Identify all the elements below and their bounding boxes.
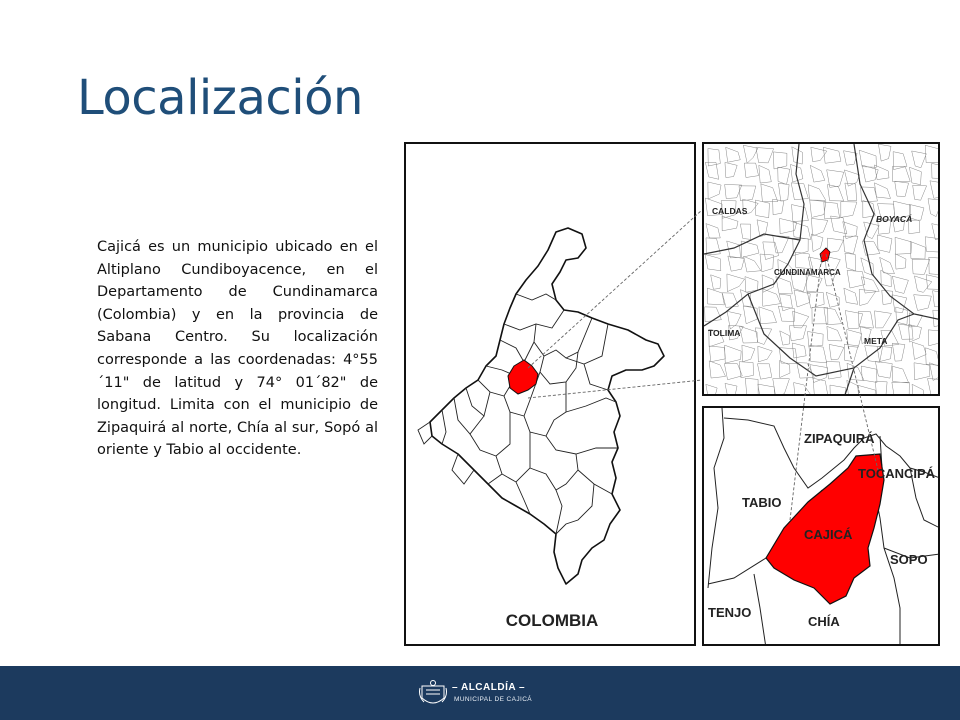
municipality-boundary: [893, 166, 911, 182]
municipality-boundary: [859, 150, 876, 167]
municipality-boundary: [925, 145, 940, 162]
municipality-boundary: [912, 342, 926, 359]
municipality-boundary: [707, 288, 724, 305]
meta-label: META: [864, 336, 888, 346]
municipality-boundary: [880, 257, 895, 273]
municipality-boundary: [727, 311, 741, 329]
municipality-boundary: [791, 205, 808, 222]
municipality-boundary: [780, 331, 790, 345]
cundinamarca-map-panel: [702, 142, 940, 396]
municipality-boundary: [739, 362, 753, 378]
municipality-boundary: [892, 343, 905, 361]
municipality-boundary: [845, 183, 857, 201]
municipality-boundary: [912, 259, 930, 274]
municipality-boundary: [875, 311, 892, 328]
municipality-boundary: [763, 289, 781, 306]
municipality-boundary: [912, 151, 927, 168]
municipality-boundary: [827, 326, 842, 341]
municipality-boundary: [793, 311, 809, 328]
municipality-boundary: [895, 237, 911, 254]
municipality-boundary: [762, 275, 773, 292]
municipality-boundary: [898, 324, 913, 339]
municipality-boundary: [759, 165, 772, 183]
municipality-boundary: [778, 167, 790, 184]
municipality-boundary: [829, 344, 844, 359]
municipality-boundary: [706, 224, 720, 238]
municipality-boundary: [705, 162, 718, 179]
municipality-boundary: [925, 348, 939, 366]
tolima-label: TOLIMA: [708, 328, 741, 338]
municipality-boundary: [758, 384, 775, 396]
municipality-boundary: [705, 254, 721, 270]
municipality-boundary: [845, 311, 862, 329]
municipality-boundary: [892, 382, 909, 396]
municipality-boundary: [928, 199, 940, 217]
municipality-boundary: [739, 186, 756, 201]
colombia-label: COLOMBIA: [505, 611, 599, 630]
municipality-boundary: [811, 218, 827, 236]
municipality-boundary: [913, 185, 927, 200]
municipality-boundary: [874, 183, 890, 199]
municipality-boundary: [809, 345, 827, 363]
municipality-boundary: [773, 152, 787, 169]
municipality-boundary: [722, 293, 738, 308]
municipality-boundary: [933, 291, 940, 308]
municipality-boundary: [896, 307, 908, 324]
cajica-map: [704, 408, 940, 646]
municipality-boundary: [708, 182, 721, 199]
municipality-boundary: [776, 277, 793, 294]
municipality-boundary: [847, 270, 865, 288]
municipality-boundary: [826, 362, 841, 379]
municipality-boundary: [861, 187, 878, 202]
municipality-boundary: [757, 364, 771, 379]
municipality-boundary: [726, 147, 741, 162]
municipality-boundary: [895, 254, 906, 269]
municipality-boundary: [912, 384, 925, 396]
municipality-boundary: [878, 144, 891, 161]
sopo-label: SOPO: [890, 552, 928, 567]
municipality-boundary: [711, 275, 721, 289]
municipality-boundary: [914, 276, 931, 292]
municipality-boundary: [773, 379, 790, 396]
municipality-boundary: [725, 383, 737, 396]
municipality-boundary: [742, 345, 755, 362]
cundinamarca-label: CUNDINAMARCA: [774, 268, 841, 277]
municipality-boundary: [929, 363, 940, 381]
colombia-map: [406, 144, 696, 646]
cajica-map-panel: [702, 406, 940, 646]
cundinamarca-map: [704, 144, 940, 396]
municipality-boundary: [811, 234, 823, 252]
municipality-boundary: [929, 257, 940, 275]
alcaldia-title: – ALCALDÍA –: [452, 682, 526, 693]
municipality-boundary: [761, 184, 778, 202]
municipality-boundary: [808, 331, 824, 346]
colombia-outline: [430, 228, 664, 584]
municipality-boundary: [892, 366, 908, 383]
tabio-label: TABIO: [742, 495, 782, 510]
municipality-boundary: [877, 235, 892, 253]
tenjo-label: TENJO: [708, 605, 752, 620]
municipality-boundary: [813, 378, 828, 396]
municipality-boundary: [708, 148, 720, 166]
municipality-boundary: [755, 200, 769, 218]
municipality-boundary: [709, 346, 725, 362]
tocancipa-label: TOCANCIPÁ: [858, 466, 936, 481]
municipality-boundary: [725, 345, 742, 363]
municipality-boundary: [824, 308, 842, 325]
municipality-boundary: [841, 202, 857, 218]
alcaldia-subtitle: MUNICIPAL DE CAJICÁ: [454, 696, 533, 703]
municipality-boundary: [763, 242, 779, 260]
municipality-boundary: [932, 163, 940, 178]
municipality-boundary: [745, 378, 758, 395]
municipality-boundary: [792, 343, 806, 358]
municipality-boundary: [728, 256, 744, 271]
municipality-boundary: [740, 224, 750, 239]
municipality-boundary: [914, 363, 930, 380]
municipality-boundary: [722, 216, 738, 231]
municipality-boundary: [779, 294, 792, 311]
boyaca-label: BOYACÁ: [876, 214, 913, 224]
zipaquira-label: ZIPAQUIRÁ: [804, 431, 875, 446]
municipality-boundary: [823, 147, 841, 163]
municipality-boundary: [725, 162, 737, 177]
municipality-boundary: [778, 183, 789, 201]
municipality-boundary: [744, 256, 761, 272]
municipality-boundary: [843, 236, 858, 254]
municipality-boundary: [806, 275, 822, 293]
municipality-boundary: [760, 254, 774, 272]
municipality-boundary: [709, 361, 725, 378]
municipality-boundary: [727, 274, 745, 292]
municipality-boundary: [845, 253, 856, 271]
municipality-boundary: [932, 224, 940, 240]
municipality-boundary: [794, 383, 812, 396]
municipality-boundary: [895, 181, 909, 196]
municipality-boundary: [844, 288, 858, 304]
municipality-boundary: [758, 346, 772, 362]
municipality-boundary: [808, 185, 826, 201]
municipality-boundary: [875, 381, 887, 396]
municipality-boundary: [830, 385, 846, 396]
municipality-boundary: [810, 165, 825, 182]
municipality-boundary: [914, 295, 932, 311]
municipality-boundary: [755, 328, 772, 345]
municipality-boundary: [928, 330, 940, 346]
municipality-boundary: [756, 148, 774, 163]
municipality-boundary: [744, 163, 758, 177]
municipality-boundary: [910, 241, 925, 259]
municipality-boundary: [881, 270, 891, 287]
chia-label: CHÍA: [808, 614, 840, 629]
municipality-boundary: [743, 306, 757, 324]
municipality-boundary: [909, 167, 921, 184]
municipality-boundary: [745, 277, 758, 293]
municipality-boundary: [812, 307, 828, 324]
municipality-boundary: [826, 292, 839, 307]
slide-title: Localización: [77, 70, 363, 126]
municipality-boundary: [743, 145, 757, 163]
colombia-map-panel: [404, 142, 696, 646]
municipality-boundary: [827, 238, 843, 253]
municipality-boundary: [875, 361, 892, 378]
cajica-highlight: [820, 248, 830, 262]
municipality-boundary: [892, 276, 908, 293]
municipality-boundary: [759, 307, 777, 324]
municipality-boundary: [928, 378, 940, 396]
municipality-boundary: [778, 306, 794, 321]
municipality-boundary: [810, 200, 826, 217]
municipality-boundary: [706, 384, 717, 396]
municipality-boundary: [926, 275, 940, 290]
municipality-boundary: [893, 152, 907, 170]
caldas-label: CALDAS: [712, 206, 748, 216]
municipality-boundary: [791, 183, 808, 200]
municipality-boundary: [858, 385, 876, 396]
location-description: Cajicá es un municipio ubicado en el Altiplano Cundiboyacence, en el Departamento de Cundinamarca (Colombia) y en la provincia de Sabana Centro. Su localización corresponde a las coordenadas: 4°55´11" de latitud y 74° 01´82" de longitud. Limita con el municipio de Zipaquirá al norte, Chía al sur, Sopó al oriente y Tabio al occidente.: [97, 239, 378, 459]
cajica-label: CAJICÁ: [804, 527, 853, 542]
municipality-boundary: [930, 181, 940, 198]
municipality-boundary: [780, 218, 797, 233]
municipality-boundary: [705, 307, 722, 322]
